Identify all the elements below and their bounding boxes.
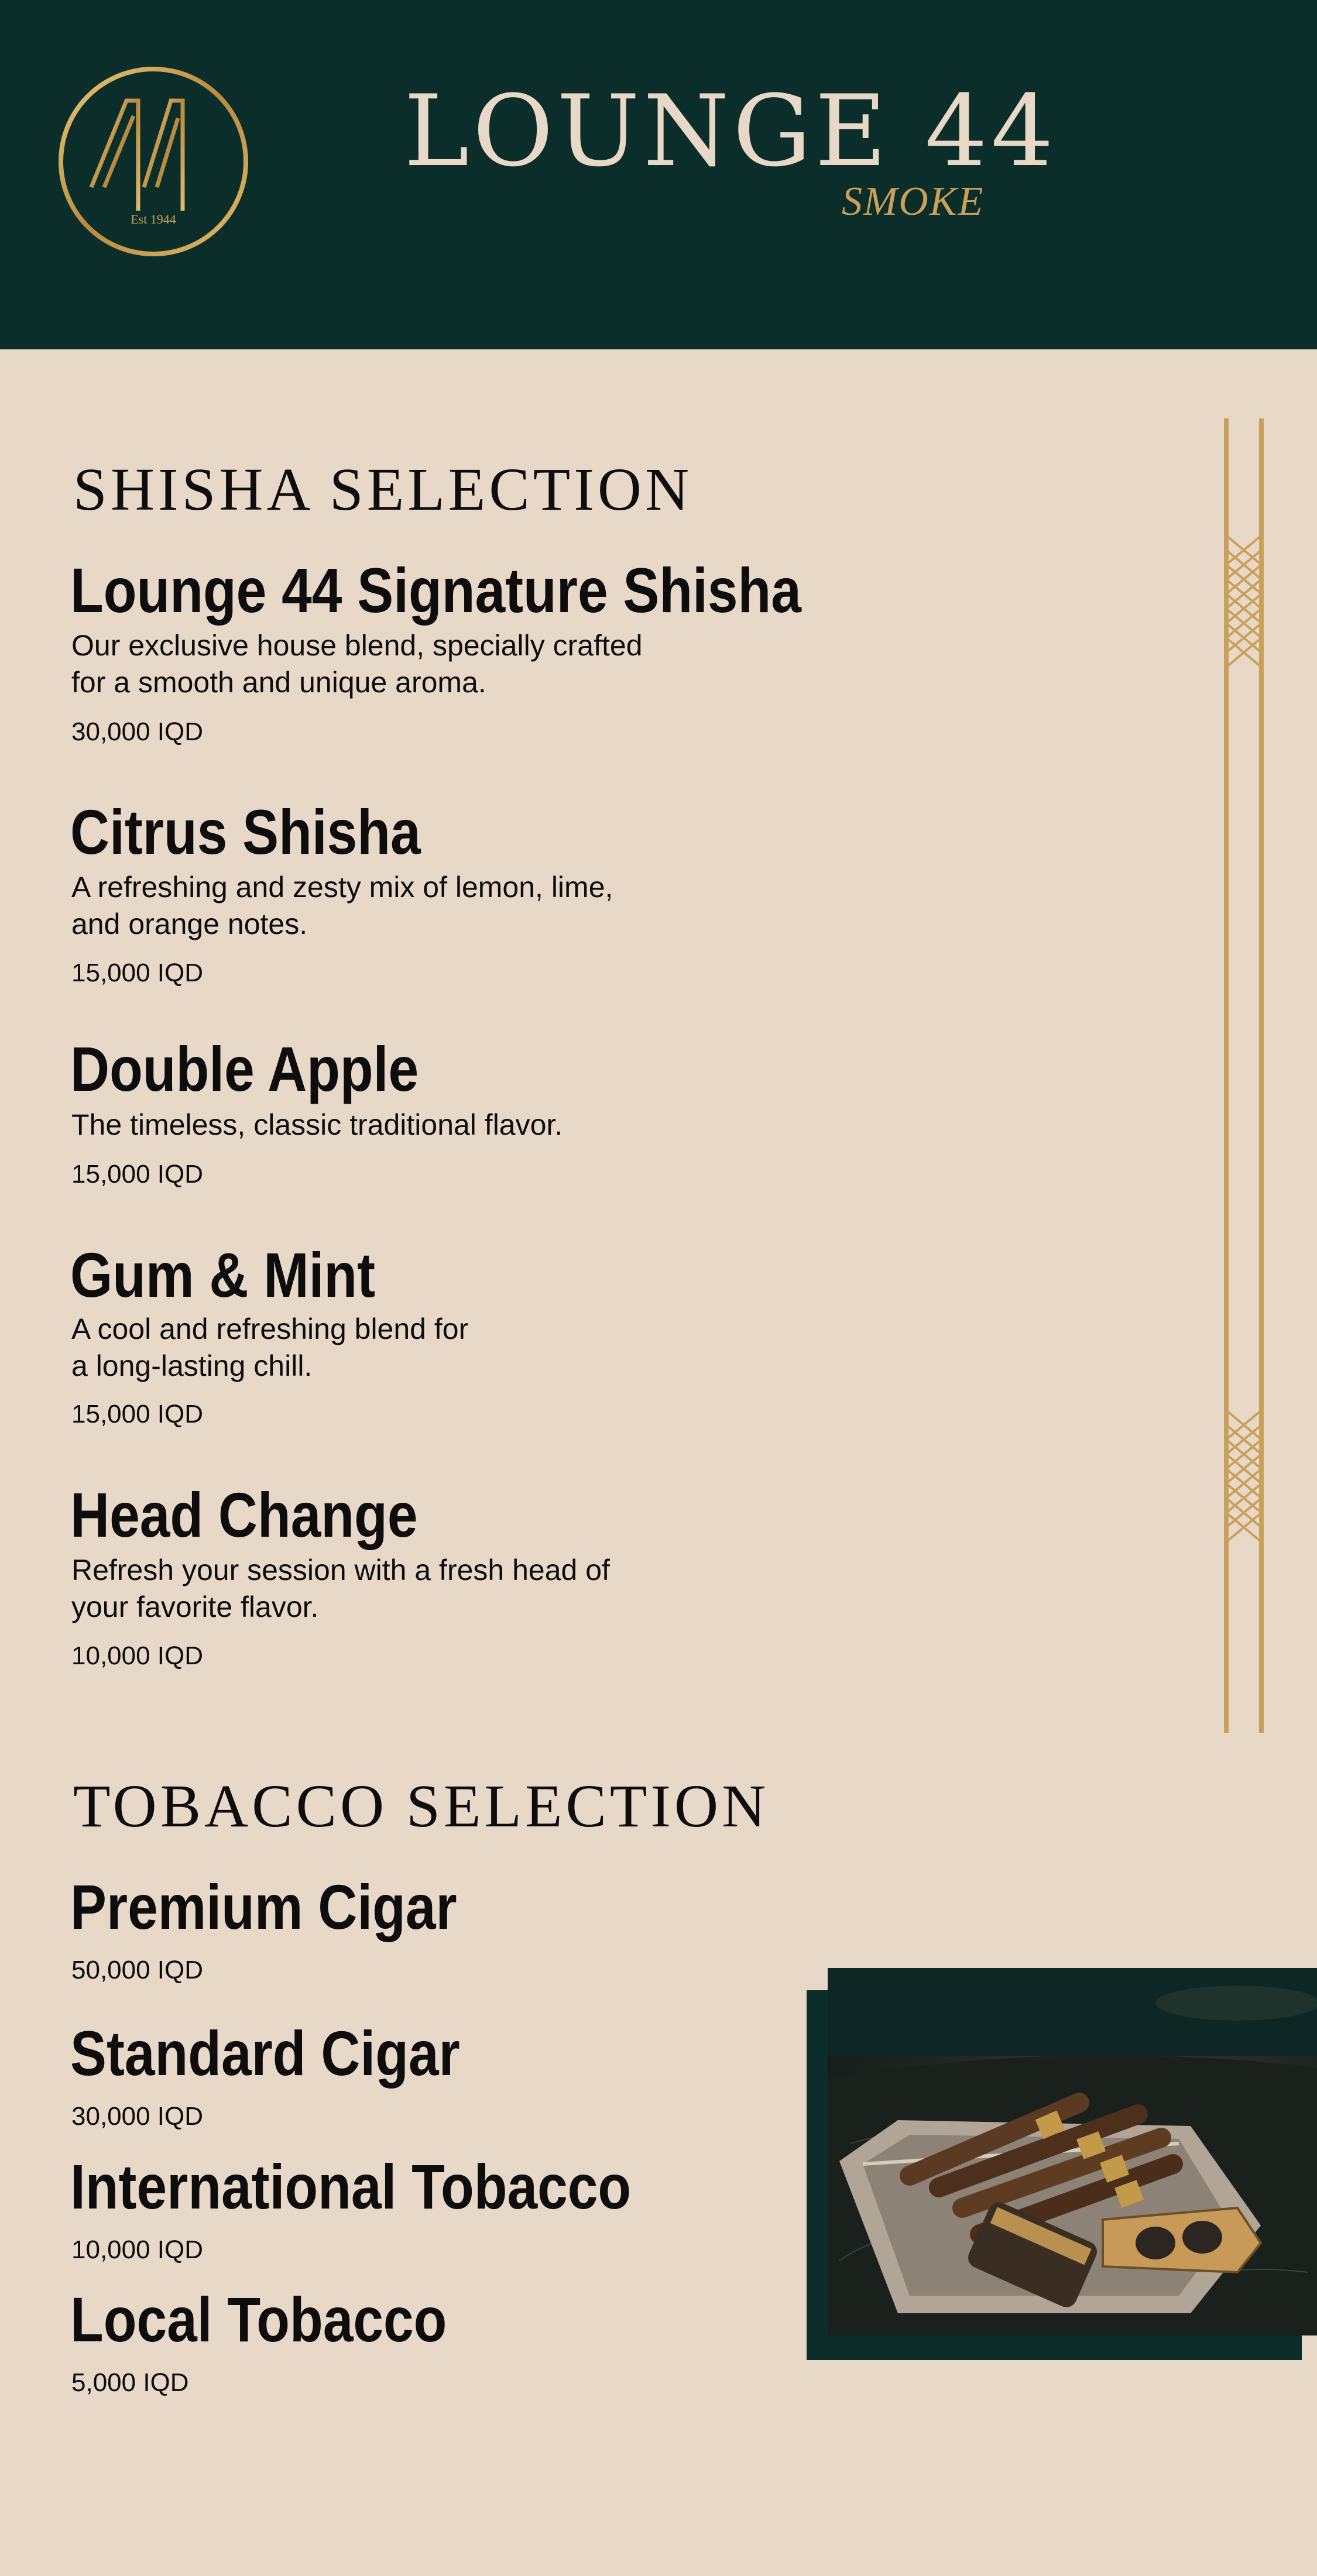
menu-item-price: 15,000 IQD [71, 1400, 204, 1428]
cigar-photo-frame [807, 1968, 1317, 2360]
menu-item-name: Double Apple [70, 1033, 419, 1104]
brand-title: LOUNGE 44 [404, 74, 1057, 188]
menu-item-price: 50,000 IQD [71, 1956, 204, 1984]
brand-subtitle: SMOKE [842, 179, 985, 224]
menu-item-price: 30,000 IQD [71, 717, 204, 746]
menu-item-description: A refreshing and zesty mix of lemon, lime, and orange notes. [71, 871, 613, 940]
decorative-border [1220, 418, 1267, 1733]
menu-item-name: International Tobacco [70, 2151, 632, 2222]
menu-item-description: A cool and refreshing blend for a long-lasting chill. [71, 1313, 469, 1382]
menu-item-price: 10,000 IQD [71, 2235, 204, 2264]
header-banner [0, 0, 1317, 349]
menu-item-name: Lounge 44 Signature Shisha [70, 555, 801, 626]
cigar-ashtray-illustration [828, 1968, 1317, 2335]
cigar-ashtray-photo [828, 1968, 1317, 2335]
menu-item-price: 5,000 IQD [71, 2368, 189, 2397]
menu-item-name: Head Change [70, 1479, 418, 1550]
menu-item-price: 10,000 IQD [71, 1641, 204, 1670]
menu-item-price: 15,000 IQD [71, 1160, 204, 1189]
menu-item-description: Our exclusive house blend, specially crafted for a smooth and unique aroma. [71, 629, 643, 699]
shisha-section-heading: SHISHA SELECTION [73, 456, 693, 523]
tobacco-section-heading: TOBACCO SELECTION [73, 1773, 770, 1840]
menu-item-name: Local Tobacco [70, 2284, 447, 2355]
menu-item-name: Gum & Mint [70, 1239, 376, 1310]
logo-est-text: Est 1944 [131, 212, 176, 226]
menu-item-name: Citrus Shisha [70, 796, 421, 867]
menu-item-name: Premium Cigar [70, 1871, 457, 1942]
menu-item-description: Refresh your session with a fresh head of your favorite flavor. [71, 1554, 610, 1623]
menu-item-price: 15,000 IQD [71, 959, 204, 987]
menu-item-description: The timeless, classic traditional flavor. [71, 1108, 563, 1141]
lounge-44-logo [56, 64, 251, 259]
menu-item-name: Standard Cigar [70, 2018, 460, 2089]
menu-item-price: 30,000 IQD [71, 2102, 204, 2131]
